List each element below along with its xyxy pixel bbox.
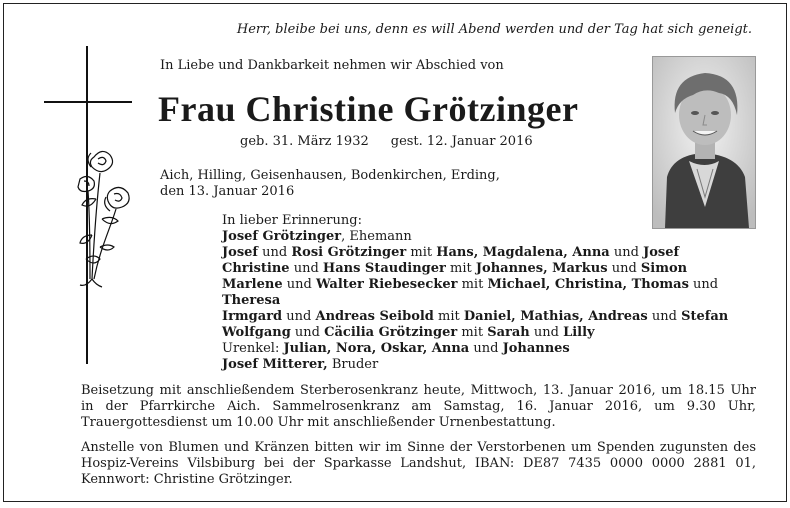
mourner-line: Josef Mitterer, Bruder — [222, 357, 379, 372]
life-dates — [240, 134, 533, 149]
mourner-line: Josef und Rosi Grötzinger mit Hans, Magdalena, Anna und Josef — [222, 245, 680, 260]
memory-heading: In lieber Erinnerung: — [222, 213, 362, 228]
great-grandchildren-line: Urenkel: Julian, Nora, Oskar, Anna und Johannes — [222, 341, 570, 356]
portrait-photo — [652, 56, 756, 229]
death-date: gest. 12. Januar 2016 — [390, 134, 533, 149]
birth-date: geb. 31. März 1932 — [240, 134, 369, 149]
cross-horizontal-bar — [44, 101, 132, 103]
intro-text: In Liebe und Dankbarkeit nehmen wir Abschied von — [160, 58, 504, 73]
deceased-name: Frau Christine Grötzinger — [158, 89, 579, 129]
mourner-line: Marlene und Walter Riebesecker mit Michael, Christina, Thomas und Theresa — [222, 277, 719, 308]
mourners-block — [222, 213, 762, 373]
mourner-line: Wolfgang und Cäcilia Grötzinger mit Sarah und Lilly — [222, 325, 595, 340]
funeral-details: Beisetzung mit anschließendem Sterberosenkranz heute, Mittwoch, 13. Januar 2016, um 18.15 Uhr in der Pfarrkirche Aich. Sammelrosenkranz am Samstag, 16. Januar 2016, um 9.30 Uhr, Trauergottesdienst um 10.00 Uhr mit anschließender Urnenbestattung. — [81, 383, 756, 430]
bible-verse: Herr, bleibe bei uns, denn es will Abend werden und der Tag hat sich geneigt. — [236, 22, 752, 37]
mourner-line: Josef Grötzinger, Ehemann — [222, 229, 412, 244]
obituary-notice — [3, 3, 787, 502]
donation-request: Anstelle von Blumen und Kränzen bitten wir im Sinne der Verstorbenen um Spenden zugunsten des Hospiz-Vereins Vilsbiburg bei der Sparkasse Landshut, IBAN: DE87 7435 0000 0000 2881 01, Kennwort: Christine Grötzinger. — [81, 440, 756, 487]
date-line: den 13. Januar 2016 — [160, 184, 295, 199]
places-line: Aich, Hilling, Geisenhausen, Bodenkirchen, Erding, — [160, 168, 500, 183]
roses-icon — [66, 139, 136, 289]
places-and-date — [160, 168, 500, 200]
mourner-line: Irmgard und Andreas Seibold mit Daniel, Mathias, Andreas und Stefan — [222, 309, 729, 324]
mourner-line: Christine und Hans Staudinger mit Johannes, Markus und Simon — [222, 261, 688, 276]
